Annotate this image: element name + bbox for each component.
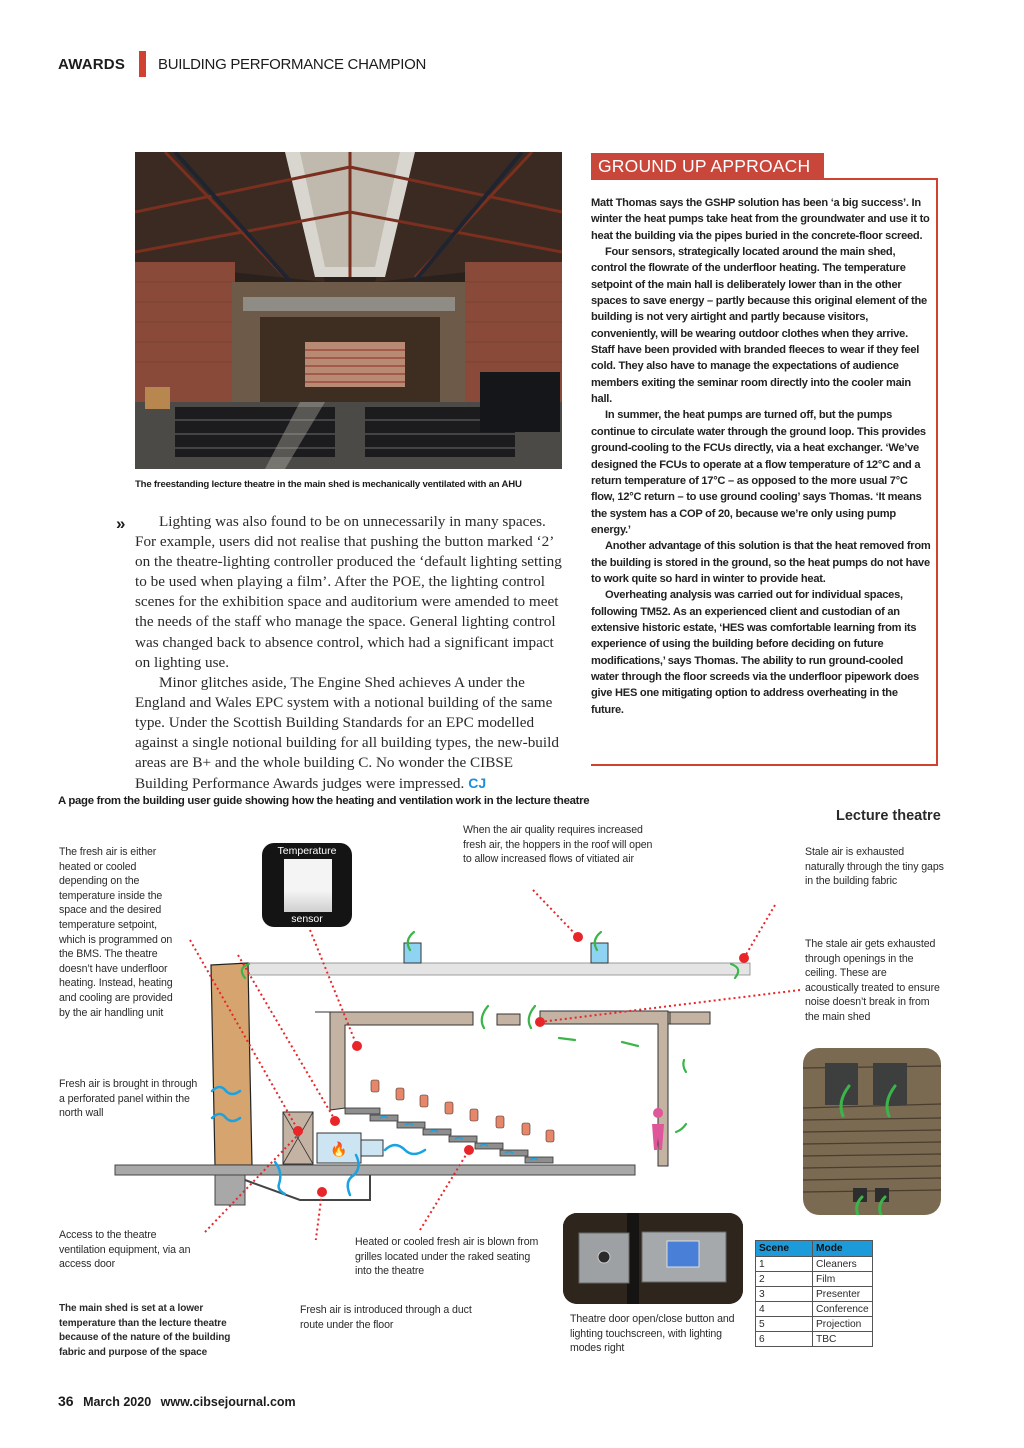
note-access-door: Access to the theatre ventilation equipment, via an access door bbox=[59, 1229, 191, 1271]
note-fresh-air-heated: The fresh air is either heated or cooled depending on the temperature inside the space and the desired temperature setpoint, which is programmed on the BMS. The theatre doesn’t have underfloor heating. Instead, heating and cooling are provided by the air handling unit bbox=[59, 846, 173, 1019]
scene-cell: 4 bbox=[756, 1302, 813, 1317]
scene-cell: 2 bbox=[756, 1272, 813, 1287]
note-stale-air-gaps: Stale air is exhausted naturally through the tiny gaps in the building fabric bbox=[805, 846, 944, 888]
callout-lines bbox=[190, 890, 800, 1240]
theatre-wall-right bbox=[540, 1011, 668, 1166]
subsection-label: BUILDING PERFORMANCE CHAMPION bbox=[158, 56, 426, 73]
ceiling-segment bbox=[497, 1014, 520, 1025]
table-row bbox=[756, 1302, 873, 1317]
table-row bbox=[756, 1332, 873, 1347]
note-grilles: Heated or cooled fresh air is blown from grilles located under the raked seating into the theatre bbox=[355, 1236, 539, 1278]
article-paragraph: Lighting was also found to be on unnecessarily in many spaces. For example, users did not realise that pushing the button marked ‘2’ on the theatre-lighting controller produced the ‘default lighting setting to be used when playing a film’. After the POE, the lighting control scenes for the exhibition space and auditorium were amended to meet the needs of the staff who manage the space. General lighting control was changed back to absence control, which had a significant impact on lighting use. bbox=[135, 513, 562, 671]
column-header: Scene bbox=[756, 1241, 813, 1257]
ahu-duct bbox=[361, 1140, 383, 1156]
website-link[interactable]: www.cibsejournal.com bbox=[160, 1395, 296, 1409]
sidebar-paragraph: In summer, the heat pumps are turned off, but the pumps continue to circulate water through the ground loop. This provides ground-cooling to the FCUs directly, via a heat exchanger. ‘We’ve designed the FCUs to operate at a flow temperature of 12°C and a return temperature of 17°C – as opposed to the more usual 7°C flow, 12°C return – to use ground cooling’ says Thomas. ‘It means the system has a COP of 20, because we’re only using pump energy.’ bbox=[591, 409, 926, 536]
lecture-theatre-photo bbox=[135, 152, 562, 469]
table-row bbox=[756, 1257, 873, 1272]
sidebar-title: GROUND UP APPROACH bbox=[598, 156, 811, 176]
sidebar-paragraph: Another advantage of this solution is that the heat removed from the building is stored in the ground, so the heat pumps do not have to work quite so hard in winter to provide heat. bbox=[591, 540, 931, 585]
sidebar-paragraph: Four sensors, strategically located around the main shed, control the flowrate of the underfloor heating. The temperature setpoint of the main hall is deliberately lower than in the other spaces to save energy – partly because this original element of the building is not very airtight and partly because visitors, conveniently, will be wearing outdoor clothes when they arrive. Staff have been provided with branded fleeces to wear if they feel cold. They also have to manage the expectations of audience members exiting the seminar room directly into the cooler main hall. bbox=[591, 246, 927, 406]
roof-hopper bbox=[404, 943, 421, 963]
lighting-modes-table bbox=[755, 1240, 873, 1347]
mode-cell: Presenter bbox=[813, 1287, 873, 1302]
diagram-title: Lecture theatre bbox=[836, 808, 941, 824]
sidebar-body bbox=[591, 195, 931, 718]
control-panel-photo bbox=[563, 1213, 743, 1304]
scene-cell: 1 bbox=[756, 1257, 813, 1272]
sidebar-paragraph: Matt Thomas says the GSHP solution has been ‘a big success’. In winter the heat pumps take heat from the groundwater and use it to heat the building via the pipes buried in the concrete-floor screed. bbox=[591, 197, 930, 242]
table-header-row bbox=[756, 1241, 873, 1257]
foundation bbox=[215, 1175, 245, 1205]
article-paragraph-text: Minor glitches aside, The Engine Shed achieves A under the England and Wales EPC system with a notional building of the same type. Under the Scottish Building Standards for an EPC modelled against a single notional building for all building types, the new-build areas are B+ and the whole building C. No wonder the CIBSE Building Performance Awards judges were impressed. bbox=[135, 673, 559, 793]
photo-caption: The freestanding lecture theatre in the main shed is mechanically ventilated with an AHU bbox=[135, 479, 522, 490]
table-row bbox=[756, 1272, 873, 1287]
diagram-caption: A page from the building user guide showing how the heating and ventilation work in the lecture theatre bbox=[58, 795, 590, 807]
page-number: 36 bbox=[58, 1393, 74, 1409]
flame-snowflake-icon: 🔥 bbox=[330, 1142, 348, 1158]
table-row bbox=[756, 1287, 873, 1302]
mode-cell: Projection bbox=[813, 1317, 873, 1332]
note-fresh-air-panel: Fresh air is brought in through a perforated panel within the north wall bbox=[59, 1078, 198, 1120]
scene-cell: 5 bbox=[756, 1317, 813, 1332]
note-main-shed: The main shed is set at a lower temperature than the lecture theatre because of the nature of the building fabric and purpose of the space bbox=[59, 1303, 231, 1358]
theatre-wall-left bbox=[315, 1012, 473, 1110]
sensor-label-bottom: sensor bbox=[291, 913, 323, 925]
section-divider-bar bbox=[139, 51, 146, 77]
issue-date: March 2020 bbox=[83, 1395, 152, 1409]
section-label: AWARDS bbox=[58, 56, 126, 73]
scene-cell: 6 bbox=[756, 1332, 813, 1347]
note-duct-route: Fresh air is introduced through a duct route under the floor bbox=[300, 1304, 472, 1331]
roof-hopper bbox=[591, 943, 608, 963]
article-body bbox=[135, 512, 563, 794]
mode-cell: Film bbox=[813, 1272, 873, 1287]
end-mark-logo: CJ bbox=[468, 775, 487, 792]
ceiling-openings-photo bbox=[803, 1048, 941, 1215]
scene-cell: 3 bbox=[756, 1287, 813, 1302]
article-paragraph bbox=[135, 673, 563, 795]
mode-cell: Conference bbox=[813, 1302, 873, 1317]
theatre-seats bbox=[371, 1080, 554, 1142]
continuation-chevron-icon: » bbox=[116, 514, 126, 533]
lighting-touchscreen bbox=[667, 1241, 699, 1267]
page-footer bbox=[58, 1393, 296, 1409]
note-hoppers: When the air quality requires increased fresh air, the hoppers in the roof will open to allow increased flows of vitiated air bbox=[463, 824, 653, 866]
mode-cell: TBC bbox=[813, 1332, 873, 1347]
main-floor-slab bbox=[115, 1165, 635, 1175]
sensor-label-top: Temperature bbox=[277, 845, 337, 857]
column-header: Mode bbox=[813, 1241, 873, 1257]
north-wall bbox=[211, 963, 252, 1165]
sidebar-paragraph: Overheating analysis was carried out for individual spaces, following TM52. As an experienced client and custodian of an extensive historic estate, ‘HES was comfortable learning from its experience of using the building before deciding on future modifications,’ says Thomas. The ability to run ground-cooled water through the floor screeds via the underfloor pipework does give HES one mitigating option to address overheating in the future. bbox=[591, 589, 919, 716]
main-shed-roof bbox=[240, 963, 750, 975]
note-panel-photo: Theatre door open/close button and lighting touchscreen, with lighting modes right bbox=[570, 1313, 735, 1355]
mode-cell: Cleaners bbox=[813, 1257, 873, 1272]
door-button bbox=[598, 1251, 610, 1263]
note-stale-air-ceiling: The stale air gets exhausted through openings in the ceiling. These are acoustically treated to ensure noise doesn’t break in from the main shed bbox=[805, 938, 940, 1023]
table-row bbox=[756, 1317, 873, 1332]
sensor-plate bbox=[284, 859, 332, 912]
